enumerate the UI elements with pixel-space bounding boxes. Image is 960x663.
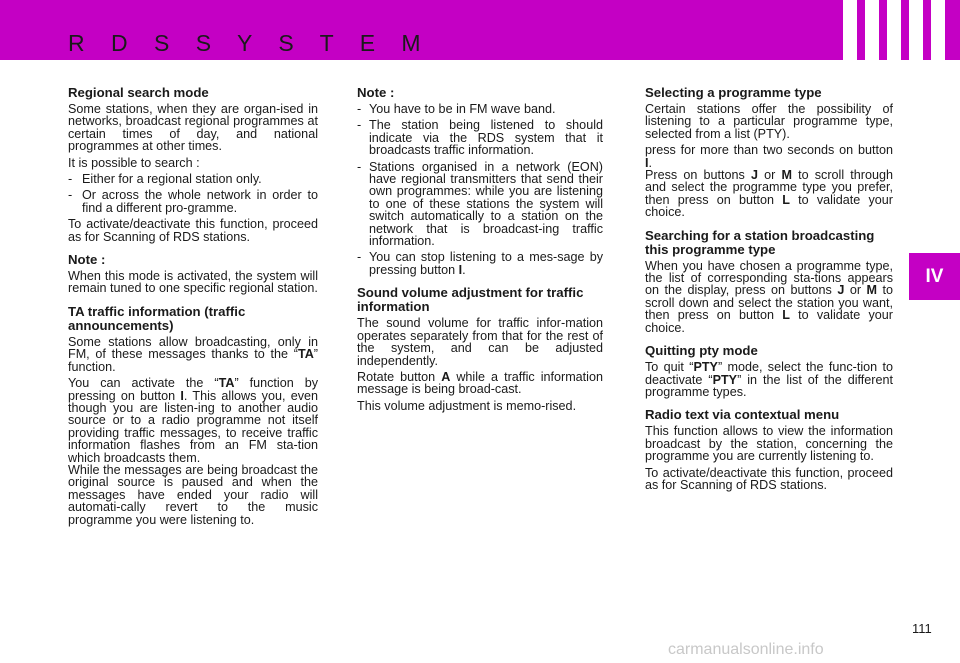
header-stripe — [887, 0, 901, 60]
section-heading-regional: Regional search mode — [68, 85, 209, 100]
paragraph: The sound volume for traffic infor-mation operates separately from that for the rest of the system, and can be adjusted independently. — [357, 316, 603, 368]
list-item: - Stations organised in a network (EON) have regional transmitters that send their own programmes: while you are listening to one of these stations the system will switch automatically to a station on the network that is broadcast-ing traffic information. — [357, 159, 603, 249]
paragraph: It is possible to search : — [68, 155, 200, 170]
paragraph: When this mode is activated, the system will remain tuned to one specific regional station. — [68, 269, 318, 296]
paragraph: You can activate the “TA” function by pressing on button I. This allows you, even though you are listen-ing to another audio source or to a radio programme not itself providing traffic messages, to receive traffic information flashes from an FM sta-tion which broadcasts them. — [68, 376, 318, 465]
section-heading-search: Searching for a station broadcasting this programme type — [645, 227, 875, 257]
watermark: carmanualsonline.info — [668, 641, 824, 658]
section-heading-note: Note : — [68, 252, 106, 268]
paragraph: press for more than two seconds on button I. — [645, 143, 893, 170]
list-item: - Either for a regional station only. — [68, 172, 262, 187]
section-heading-volume: Sound volume adjustment for traffic information — [357, 285, 584, 315]
header-stripe — [865, 0, 879, 60]
column-left — [68, 86, 318, 530]
paragraph: Rotate button A while a traffic information message is being broad-cast. — [357, 369, 603, 397]
header-stripe — [931, 0, 945, 60]
header-stripes — [840, 0, 960, 60]
section-heading-radio-text: Radio text via contextual menu — [645, 407, 840, 423]
paragraph: To activate/deactivate this function, proceed as for Scanning of RDS stations. — [68, 217, 318, 244]
paragraph: When you have chosen a programme type, the list of corresponding sta-tions appears on the display, press on buttons J or M to scroll down and select the station you want, then press on button L to validate your choice. — [645, 258, 893, 335]
page-number: 111 — [912, 621, 932, 636]
section-heading-ta: TA traffic information (traffic announcements) — [68, 303, 246, 333]
paragraph: This volume adjustment is memo-rised. — [357, 398, 577, 413]
section-heading-quit: Quitting pty mode — [645, 343, 758, 359]
header-stripe — [909, 0, 923, 60]
paragraph: This function allows to view the information broadcast by the station, concerning the programme you are currently listening to. — [645, 424, 893, 464]
note-list — [357, 103, 603, 276]
regional-list — [68, 173, 318, 214]
paragraph: Some stations, when they are organ-ised in networks, broadcast regional programmes at certain times of day, and national programmes at other times. — [68, 102, 318, 154]
paragraph: Some stations allow broadcasting, only in FM, of these messages thanks to the “TA” function. — [68, 334, 318, 374]
list-item: - The station being listened to should indicate via the RDS system that it broadcasts traffic information. — [357, 118, 603, 158]
page-header — [0, 0, 960, 60]
list-item: - Or across the whole network in order to find a different pro-gramme. — [68, 188, 318, 215]
paragraph: While the messages are being broadcast the original source is paused and when the messages have ended your radio will automati-cally revert to the music programme you were listening to. — [68, 462, 318, 527]
page-title: R D S S Y S T E M — [68, 30, 431, 56]
list-item: - You can stop listening to a mes-sage by pressing button I. — [357, 250, 603, 277]
section-heading-select: Selecting a programme type — [645, 85, 822, 100]
paragraph: Certain stations offer the possibility of listening to a particular programme type, selected from a list (PTY). — [645, 102, 893, 141]
column-middle — [357, 86, 603, 416]
section-heading-note: Note : — [357, 85, 395, 100]
header-stripe — [843, 0, 857, 60]
paragraph: Press on buttons J or M to scroll through and select the programme type you prefer, then press on button L to validate your choice. — [645, 168, 894, 220]
paragraph: To quit “PTY” mode, select the func-tion to deactivate “PTY” in the list of the different programme types. — [645, 360, 893, 399]
column-right — [645, 86, 893, 495]
list-item: - You have to be in FM wave band. — [357, 102, 556, 116]
chapter-tab: IV — [909, 253, 960, 300]
paragraph: To activate/deactivate this function, proceed as for Scanning of RDS stations. — [645, 465, 893, 492]
